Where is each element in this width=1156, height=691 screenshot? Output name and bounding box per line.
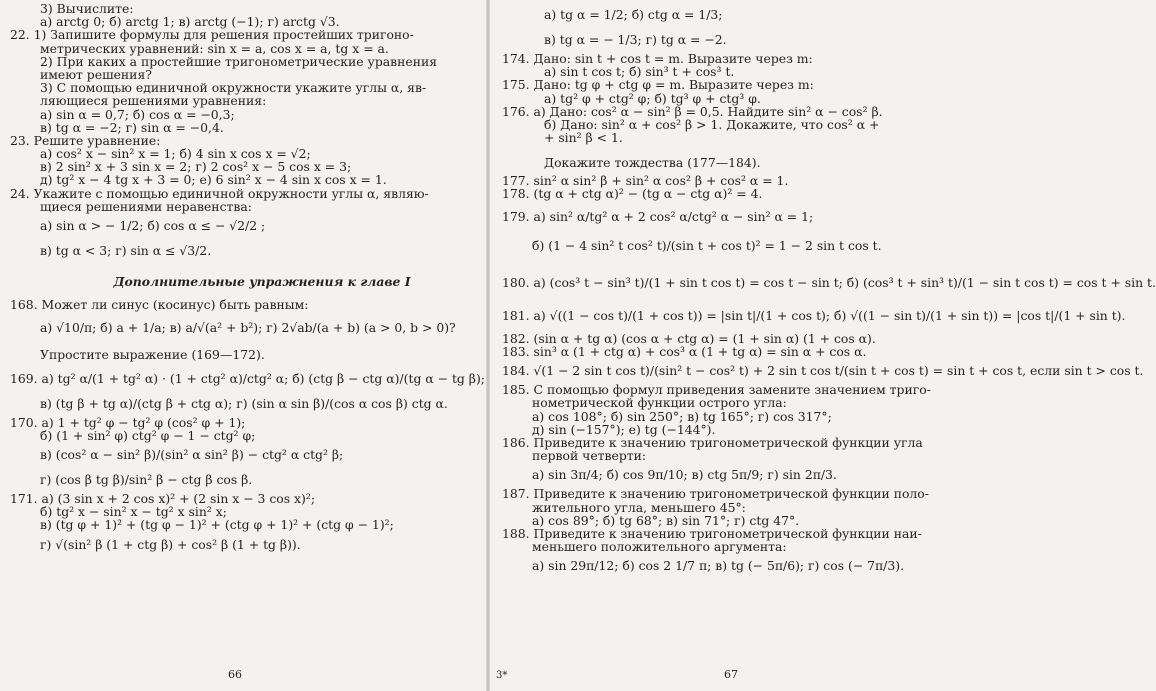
- text-line: 182. (sin α + tg α) (cos α + ctg α) = (1 + sin α) (1 + cos α).: [502, 330, 876, 346]
- text-line: а) tg² φ + ctg² φ; б) tg³ φ + ctg³ φ.: [544, 90, 761, 106]
- text-line: 181. а) √((1 − cos t)/(1 + cos t)) = |sin t|/(1 + cos t); б) √((1 − sin t)/(1 + sin t)) = |cos t|/(1 + sin t).: [502, 307, 1126, 323]
- text-line: + sin² β < 1.: [544, 130, 623, 146]
- text-line: б) tg² x − sin² x − tg² x sin² x;: [40, 504, 227, 520]
- text-line: 186. Приведите к значению тригонометрической функции угла: [502, 435, 923, 450]
- signature-mark: 3*: [496, 670, 508, 681]
- right-page: [488, 0, 1156, 691]
- text-line: 188. Приведите к значению тригонометрической функции наи-: [502, 525, 922, 541]
- text-line: нометрической функции острого угла:: [532, 395, 787, 411]
- text-line: в) (tg β + tg α)/(ctg β + ctg α); г) (sin α sin β)/(cos α cos β) ctg α.: [40, 395, 448, 411]
- text-line: 171. а) (3 sin x + 2 cos x)² + (2 sin x − 3 cos x)²;: [10, 490, 316, 506]
- text-line: 184. √(1 − 2 sin t cos t)/(sin² t − cos² t) + 2 sin t cos t/(sin t + cos t) = sin t + cos t, если sin t > cos t.: [502, 363, 1144, 379]
- text-line: а) cos 89°; б) tg 68°; в) sin 71°; г) ctg 47°.: [532, 512, 800, 528]
- text-line: д) sin (−157°); е) tg (−144°).: [532, 421, 716, 437]
- text-line: а) arctg 0; б) arctg 1; в) arctg (−1); г) arctg √3.: [40, 14, 340, 30]
- text-line: а) sin 3π/4; б) cos 9π/10; в) ctg 5π/9; г) sin 2π/3.: [532, 467, 837, 483]
- text-line: в) tg α = −2; г) sin α = −0,4.: [40, 119, 224, 135]
- text-line: 3) С помощью единичной окружности укажите углы α, яв-: [40, 80, 427, 96]
- text-line: б) (1 − 4 sin² t cos² t)/(sin t + cos t)² = 1 − 2 sin t cos t.: [532, 237, 882, 253]
- text-line: 176. а) Дано: cos² α − sin² β = 0,5. Найдите sin² α − cos² β.: [502, 103, 883, 119]
- text-line: а) √10/π; б) a + 1/a; в) a/√(a² + b²); г) 2√ab/(a + b) (a > 0, b > 0)?: [40, 320, 456, 336]
- text-line: первой четверти:: [532, 448, 647, 464]
- section-heading: Дополнительные упражнения к главе I: [113, 274, 411, 289]
- text-line: 179. а) sin² α/tg² α + 2 cos² α/ctg² α − sin² α = 1;: [502, 208, 814, 224]
- text-line: г) (cos β tg β)/sin² β − ctg β cos β.: [40, 471, 253, 487]
- text-line: а) cos 108°; б) sin 250°; в) tg 165°; г) cos 317°;: [532, 408, 832, 424]
- page-number: 66: [228, 668, 242, 681]
- text-line: а) sin α > − 1/2; б) cos α ≤ − √2/2 ;: [40, 218, 266, 233]
- text-line: а) sin t cos t; б) sin³ t + cos³ t.: [544, 64, 735, 80]
- text-line: 23. Решите уравнение:: [10, 132, 161, 148]
- text-line: 185. С помощью формул приведения замените значением триго-: [502, 382, 931, 398]
- text-line: в) tg α < 3; г) sin α ≤ √3/2.: [40, 243, 212, 258]
- text-line: 174. Дано: sin t + cos t = m. Выразите через m:: [502, 51, 813, 66]
- text-line: 180. а) (cos³ t − sin³ t)/(1 + sin t cos t) = cos t − sin t; б) (cos³ t + sin³ t)/(1 − sin t cos t) = cos t + sin t.: [502, 274, 1156, 290]
- text-line: Докажите тождества (177—184).: [544, 155, 761, 171]
- text-line: Упростите выражение (169—172).: [40, 347, 265, 363]
- text-line: метрических уравнений: sin x = a, cos x = a, tg x = a.: [40, 40, 389, 56]
- text-line: ляющиеся решениями уравнения:: [40, 93, 267, 109]
- text-line: в) (tg φ + 1)² + (tg φ − 1)² + (ctg φ + 1)² + (ctg φ − 1)²;: [40, 517, 394, 533]
- text-line: 170. а) 1 + tg² φ − tg² φ (cos² φ + 1);: [10, 414, 246, 430]
- text-line: 169. а) tg² α/(1 + tg² α) · (1 + ctg² α)/ctg² α; б) (ctg β − ctg α)/(tg α − tg β);: [10, 370, 485, 386]
- text-line: д) tg² x − 4 tg x + 3 = 0; е) 6 sin² x − 4 sin x cos x = 1.: [40, 172, 387, 188]
- text-line: жительного угла, меньшего 45°:: [532, 499, 746, 515]
- left-page: [0, 0, 488, 691]
- text-line: меньшего положительного аргумента:: [532, 539, 787, 555]
- text-line: б) Дано: sin² α + cos² β > 1. Докажите, что cos² α +: [544, 116, 880, 132]
- text-line: 177. sin² α sin² β + sin² α cos² β + cos² α = 1.: [502, 172, 789, 188]
- text-line: 187. Приведите к значению тригонометрической функции поло-: [502, 486, 929, 502]
- text-line: 22. 1) Запишите формулы для решения простейших тригоно-: [10, 27, 414, 43]
- text-line: 183. sin³ α (1 + ctg α) + cos³ α (1 + tg α) = sin α + cos α.: [502, 344, 867, 360]
- text-line: г) √(sin² β (1 + ctg β) + cos² β (1 + tg β)).: [40, 536, 301, 552]
- text-line: 168. Может ли синус (косинус) быть равным:: [10, 297, 309, 313]
- text-line: а) sin α = 0,7; б) cos α = −0,3;: [40, 106, 235, 122]
- text-line: 24. Укажите с помощью единичной окружности углы α, являю-: [10, 185, 429, 201]
- text-line: б) (1 + sin² φ) ctg² φ − 1 − ctg² φ;: [40, 427, 256, 443]
- page-number: 67: [724, 668, 738, 681]
- text-line: щиеся решениями неравенства:: [40, 198, 252, 214]
- text-line: в) (cos² α − sin² β)/(sin² α sin² β) − ctg² α ctg² β;: [40, 446, 344, 462]
- text-line: 175. Дано: tg φ + ctg φ = m. Выразите через m:: [502, 77, 814, 93]
- text-line: 2) При каких a простейшие тригонометрические уравнения: [40, 53, 438, 69]
- text-line: а) sin 29π/12; б) cos 2 1/7 π; в) tg (− 5π/6); г) cos (− 7π/3).: [532, 558, 905, 574]
- text-line: 3) Вычислите:: [40, 1, 134, 16]
- text-line: в) tg α = − 1/3; г) tg α = −2.: [544, 32, 727, 47]
- text-line: в) 2 sin² x + 3 sin x = 2; г) 2 cos² x − 5 cos x = 3;: [40, 159, 352, 175]
- text-line: а) tg α = 1/2; б) ctg α = 1/3;: [544, 7, 723, 22]
- book-gutter: [486, 0, 490, 691]
- text-line: 178. (tg α + ctg α)² − (tg α − ctg α)² = 4.: [502, 185, 763, 201]
- text-line: а) cos² x − sin² x = 1; б) 4 sin x cos x = √2;: [40, 146, 311, 162]
- text-line: имеют решения?: [40, 66, 152, 82]
